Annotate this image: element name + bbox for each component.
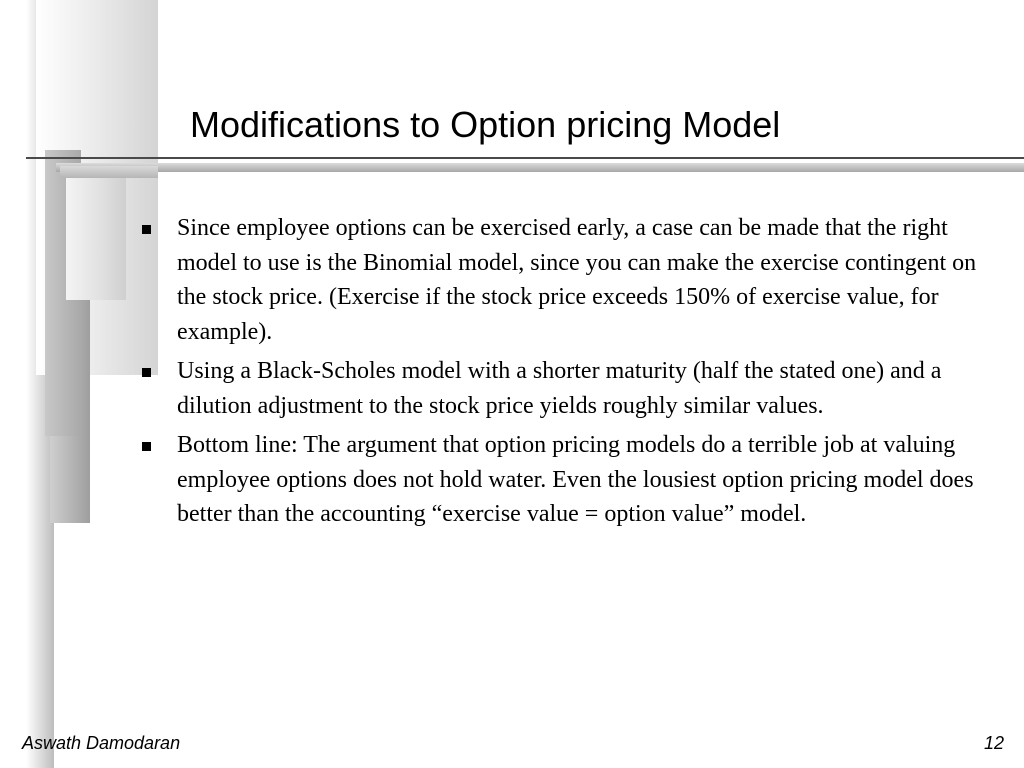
bullet-text: Bottom line: The argument that option pricing models do a terrible job at valuing employee options does not hold water. Even the lousiest option pricing model does better than the accounting “exercise value = option value” model.: [177, 432, 974, 527]
slide-title: Modifications to Option pricing Model: [190, 104, 781, 145]
bullet-item: [140, 211, 990, 349]
page-number: 12: [983, 733, 1004, 753]
square-bullet-icon: [142, 442, 151, 451]
decorative-bar: [60, 166, 158, 178]
footer-author: Aswath Damodaran: [22, 733, 181, 753]
bullet-text: Using a Black-Scholes model with a shorter maturity (half the stated one) and a dilution adjustment to the stock price yields roughly similar values.: [177, 358, 942, 419]
decorative-bar: [66, 170, 126, 300]
square-bullet-icon: [142, 368, 151, 377]
bullet-item: [140, 354, 990, 423]
square-bullet-icon: [142, 225, 151, 234]
bullet-text: Since employee options can be exercised early, a case can be made that the right model to use is the Binomial model, since you can make the exercise contingent on the stock price. (Exercise if the stock price exceeds 150% of exercise value, for example).: [177, 215, 977, 345]
title-divider: [26, 157, 1024, 159]
title-divider-shadow: [56, 163, 1024, 172]
bullet-item: [140, 428, 990, 532]
bullet-list: [140, 211, 990, 537]
